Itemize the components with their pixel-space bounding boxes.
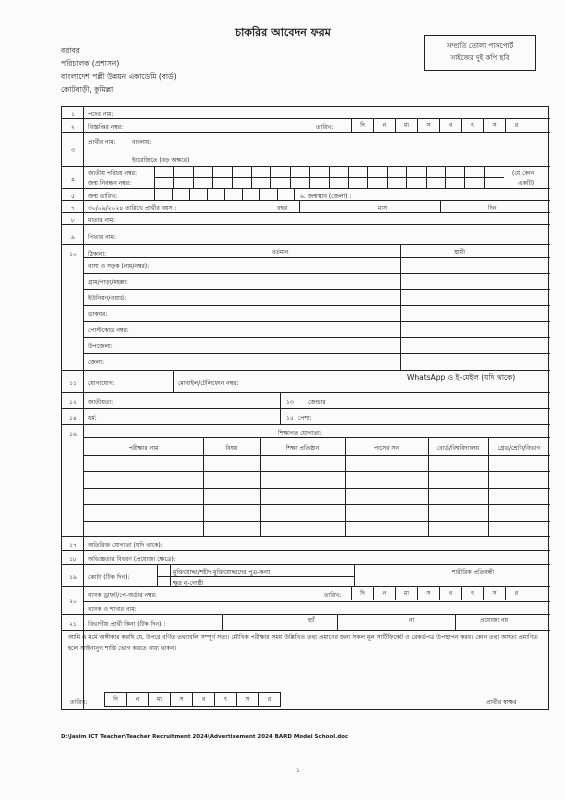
dob-grid-cell-divider [154,189,155,201]
row-number: ১২ [69,399,77,406]
whatsapp-email-label: WhatsApp ও ই-মেইল (যদি থাকে) [407,373,516,382]
date-cell[interactable]: মা [148,693,170,706]
birth-date-label: জন্ম তারিখ: [88,193,118,200]
education-column-header: পাসের সন [374,445,399,452]
name-english-label: ইংরেজিতে (বড় অক্ষরে) [132,157,190,164]
row-quota [62,565,550,587]
row-departmental [62,615,550,631]
nid-grid-cell-divider [445,167,446,189]
date-cell[interactable]: র [258,693,280,706]
education-table-top [84,437,550,438]
row-religion [62,409,550,425]
birth-date-grid[interactable] [154,189,294,201]
either-note: একটি) [518,180,535,187]
row-post-name [62,107,550,119]
row-number: ৫ [71,193,75,200]
row-number: ১০ [69,251,77,258]
nid-grid-cell-divider [309,167,310,189]
row-number: ২১ [69,621,77,628]
declaration-text: আমি এ মর্মে অঙ্গীকার করছি যে, উপরে বর্ণিত তথ্যাবলি সম্পূর্ণ সত্য। মৌখিক পরীক্ষার সময় উল্লিখিত তথ্য প্রমাণের জন্য সকল মূল সার্টিফিকেট ও রেকর্ডপত্র উপস্থাপন করব। কোন তথ্য অসত্য প্রমাণিত হলে আইনানুগ শাস্তি ভোগ করতে বাধ্য থাকব। [68,634,538,652]
row-advertisement [62,119,550,133]
row-number: ১ [71,111,75,118]
birthplace-label: ৬. জন্মস্থান (জেলা) : [300,193,352,200]
date-label: তারিখ: [316,124,334,131]
experience-label: অভিজ্ঞতার বিবরণ (প্রযোজ্য ক্ষেত্রে): [88,556,176,563]
row-number: ১১ [69,380,77,387]
address-field-label: ডাকঘর: [88,311,108,318]
dob-grid-cell-divider [242,189,243,201]
row-father-name [62,225,550,245]
nid-grid-cell-divider [406,167,407,189]
nid-grid-cell-divider [154,167,155,189]
form-title: চাকরির আবেদন ফরম [235,26,331,39]
option-no: না [409,617,415,624]
age-month-label: মাস [378,205,388,212]
post-name-label: পদের নাম: [88,111,114,118]
nid-grid-cell-divider [232,167,233,189]
age-label: ৩০/০৯/২০২৪ তারিখে প্রার্থীর বয়স : [88,205,177,212]
row-number: ২ [71,124,75,131]
dob-grid-cell-divider [207,189,208,201]
address-field-label: উপজেলা: [88,343,113,350]
education-row-line [84,504,550,505]
nid-grid-cell-divider [387,167,388,189]
dob-grid-cell-divider [259,189,260,201]
recipient-address [61,44,177,96]
applicant-name-label: প্রার্থীর নাম: [88,139,116,146]
education-column-header: বিষয় [225,445,238,452]
date-cell[interactable]: ব [439,119,461,132]
file-path-footer: D:\Jasim ICT Teacher\Teacher Recruitment 2024\Advertisement 2024 BARD Model School.doc [61,734,349,740]
address-field-line [84,321,550,322]
photo-box-line: সাইজের দুই কপি ছবি [450,54,510,62]
date-cell[interactable]: স [417,587,439,600]
address-field-label: জেলা: [88,359,105,366]
age-day-label: দিন [488,205,497,212]
nid-grid-cell-divider [212,167,213,189]
row-extra-qualification [62,537,550,551]
date-cell[interactable]: মা [395,587,417,600]
row-number: ১৪ [69,415,77,422]
nid-grid-cell-divider [251,167,252,189]
address-field-label: ইউনিয়ন/ওয়ার্ড: [88,295,127,302]
advertisement-label: বিজ্ঞপ্তির নম্বর: [88,124,124,131]
quota-ethnic-label: ক্ষুদ্র নৃ-গোষ্ঠী [173,580,204,587]
address-field-line [84,305,550,306]
bank-draft-label: ব্যাংক ড্রাফট/পে-অর্ডার নম্বর: [88,592,157,599]
date-cell[interactable]: স [483,587,505,600]
address-field-label: গ্রাম/পাড়া/মহল্লা: [88,279,128,286]
row-education [62,425,550,537]
address-field-line [84,273,550,274]
date-cell[interactable]: দি [351,119,373,132]
nid-grid-cell-divider [367,167,368,189]
photo-box [424,35,536,71]
name-bangla-label: বাংলায়: [132,139,152,146]
nid-grid-cell-divider [348,167,349,189]
row-number: ৮ [71,217,75,224]
nid-grid-cell-divider [484,167,485,189]
departmental-label: বিভাগীয় প্রার্থী কিনা (টিক দিন) : [88,621,166,628]
row-number: ৪ [71,176,75,183]
father-name-label: পিতার নাম: [88,234,116,241]
dob-grid-cell-divider [277,189,278,201]
row-number: ১৫ [286,415,294,422]
date-cell[interactable]: ন [373,587,395,600]
nid-grid-cell-divider [193,167,194,189]
education-row-line [84,471,550,472]
occupation-label: পেশা: [298,415,312,422]
date-cells [351,119,527,132]
date-cell[interactable]: র [505,587,527,600]
row-number: ১৬ [69,431,77,438]
row-applicant-name [62,133,550,167]
gender-label: জেন্ডার [308,399,326,406]
row-bank-draft [62,587,550,615]
address-field-line [84,353,550,354]
extra-qualification-label: অতিরিক্ত যোগ্যতা (যদি থাকে): [88,542,163,549]
date-cell[interactable]: র [505,119,527,132]
row-birth-date [62,189,550,201]
bank-name-label: ব্যাংক ও শাখার নাম: [88,606,137,613]
date-cell[interactable]: ৎ [214,693,236,706]
row-number: ৩ [71,147,75,154]
row-age [62,201,550,213]
address-label: ঠিকানা: [88,251,107,258]
row-number: ৭ [71,205,75,212]
option-yes: হ্যাঁ [308,617,315,624]
photo-box-line: সম্প্রতি তোলা পাসপোর্ট [446,42,514,50]
row-number: ১৩ [286,399,294,406]
address-field-line [84,337,550,338]
address-field-line [84,289,550,290]
education-column-header: পরীক্ষার নাম [128,445,159,452]
row-mother-name [62,213,550,225]
birth-reg-label: জন্ম নিবন্ধন নম্বর: [88,180,132,187]
row-number: ১৯ [69,574,77,581]
education-row-line [84,488,550,489]
education-header-bottom [84,455,550,456]
quota-label: কোটা (টিক দিন): [88,574,130,581]
row-number: ১৮ [69,556,77,563]
nid-grid-cell-divider [173,167,174,189]
page-marker: ১ [296,767,300,774]
draft-date-cells [351,587,527,600]
date-label: তারিখ: [324,592,342,599]
date-cell[interactable]: ব [192,693,214,706]
date-cell[interactable]: ৎ [461,587,483,600]
date-cell[interactable]: ৎ [461,119,483,132]
dob-grid-cell-divider [224,189,225,201]
address-field-label: পোস্টকোড নম্বর: [88,327,129,334]
sign-date-label: তারিখ: [70,699,88,706]
education-row-line [84,521,550,522]
row-number: ২০ [69,598,77,605]
either-note: (যে কোন [512,170,535,177]
contact-label: যোগাযোগ: [88,380,115,387]
nationality-label: জাতীয়তা: [88,399,114,406]
nid-grid-cell-divider [270,167,271,189]
row-nationality [62,393,550,409]
education-column-header: গ্রেড/শ্রেণি/বিভাগ [497,445,541,452]
date-cell[interactable]: স [170,693,192,706]
religion-label: ধর্ম: [88,415,97,422]
row-national-id [62,167,550,189]
date-cell[interactable]: ন [126,693,148,706]
quota-freedom-fighter-label: মুক্তিযোদ্ধা/শহীদ মুক্তিযোদ্ধাদের পুত্র-কন্যা [173,569,271,576]
date-cell[interactable]: মা [395,119,417,132]
quota-disabled-label: শারীরিক প্রতিবন্ধী [452,569,494,576]
permanent-address-header: স্থায়ী [454,249,465,256]
sign-date-cells [104,692,281,707]
education-column-header: শিক্ষা প্রতিষ্ঠান [285,445,320,452]
present-address-header: বর্তমান [272,249,289,256]
address-line: কোটবাড়ী, কুমিল্লা [61,85,114,94]
form-table [61,106,549,710]
option-not-applicable: প্রযোজ্য নয় [480,617,509,624]
address-line: পরিচালক (প্রশাসন) [61,59,120,68]
education-column-header: বোর্ড/বিশ্ববিদ্যালয় [436,445,480,452]
address-field-label: বাসা ও সড়ক (নাম/নম্বর): [88,263,150,270]
row-experience [62,551,550,565]
nid-grid-cell-divider [426,167,427,189]
nid-label: জাতীয় পরিচয় নম্বর: [88,170,137,177]
age-year-label: বছর [277,205,288,212]
nid-grid[interactable] [154,167,504,189]
date-cell[interactable]: ব [439,587,461,600]
row-address [62,245,550,371]
date-cell[interactable]: স [483,119,505,132]
sign-date [70,697,87,708]
address-line: বাংলাদেশ পল্লী উন্নয়ন একাডেমি (বার্ড) [61,72,177,81]
date-cell[interactable]: ন [373,119,395,132]
dob-grid-cell-divider [172,189,173,201]
applicant-signature-label: প্রার্থীর স্বাক্ষর [486,699,517,706]
date-cell[interactable]: স [236,693,258,706]
mobile-label: মোবাইল/টেলিফোন নম্বর: [178,380,239,387]
dob-grid-cell-divider [189,189,190,201]
row-number: ৯ [71,234,75,241]
mother-name-label: মাতার নাম: [88,217,116,224]
nid-grid-cell-divider [329,167,330,189]
row-contact [62,371,550,393]
address-line: বরাবর [61,46,80,55]
row-number: ১৭ [69,542,77,549]
nid-grid-cell-divider [290,167,291,189]
nid-grid-cell-divider [464,167,465,189]
dob-grid-cell-divider [294,189,295,201]
date-cell[interactable]: দি [104,693,126,706]
date-cell[interactable]: দি [351,587,373,600]
date-cell[interactable]: স [417,119,439,132]
education-label: শিক্ষাগত যোগ্যতা: [278,430,322,437]
